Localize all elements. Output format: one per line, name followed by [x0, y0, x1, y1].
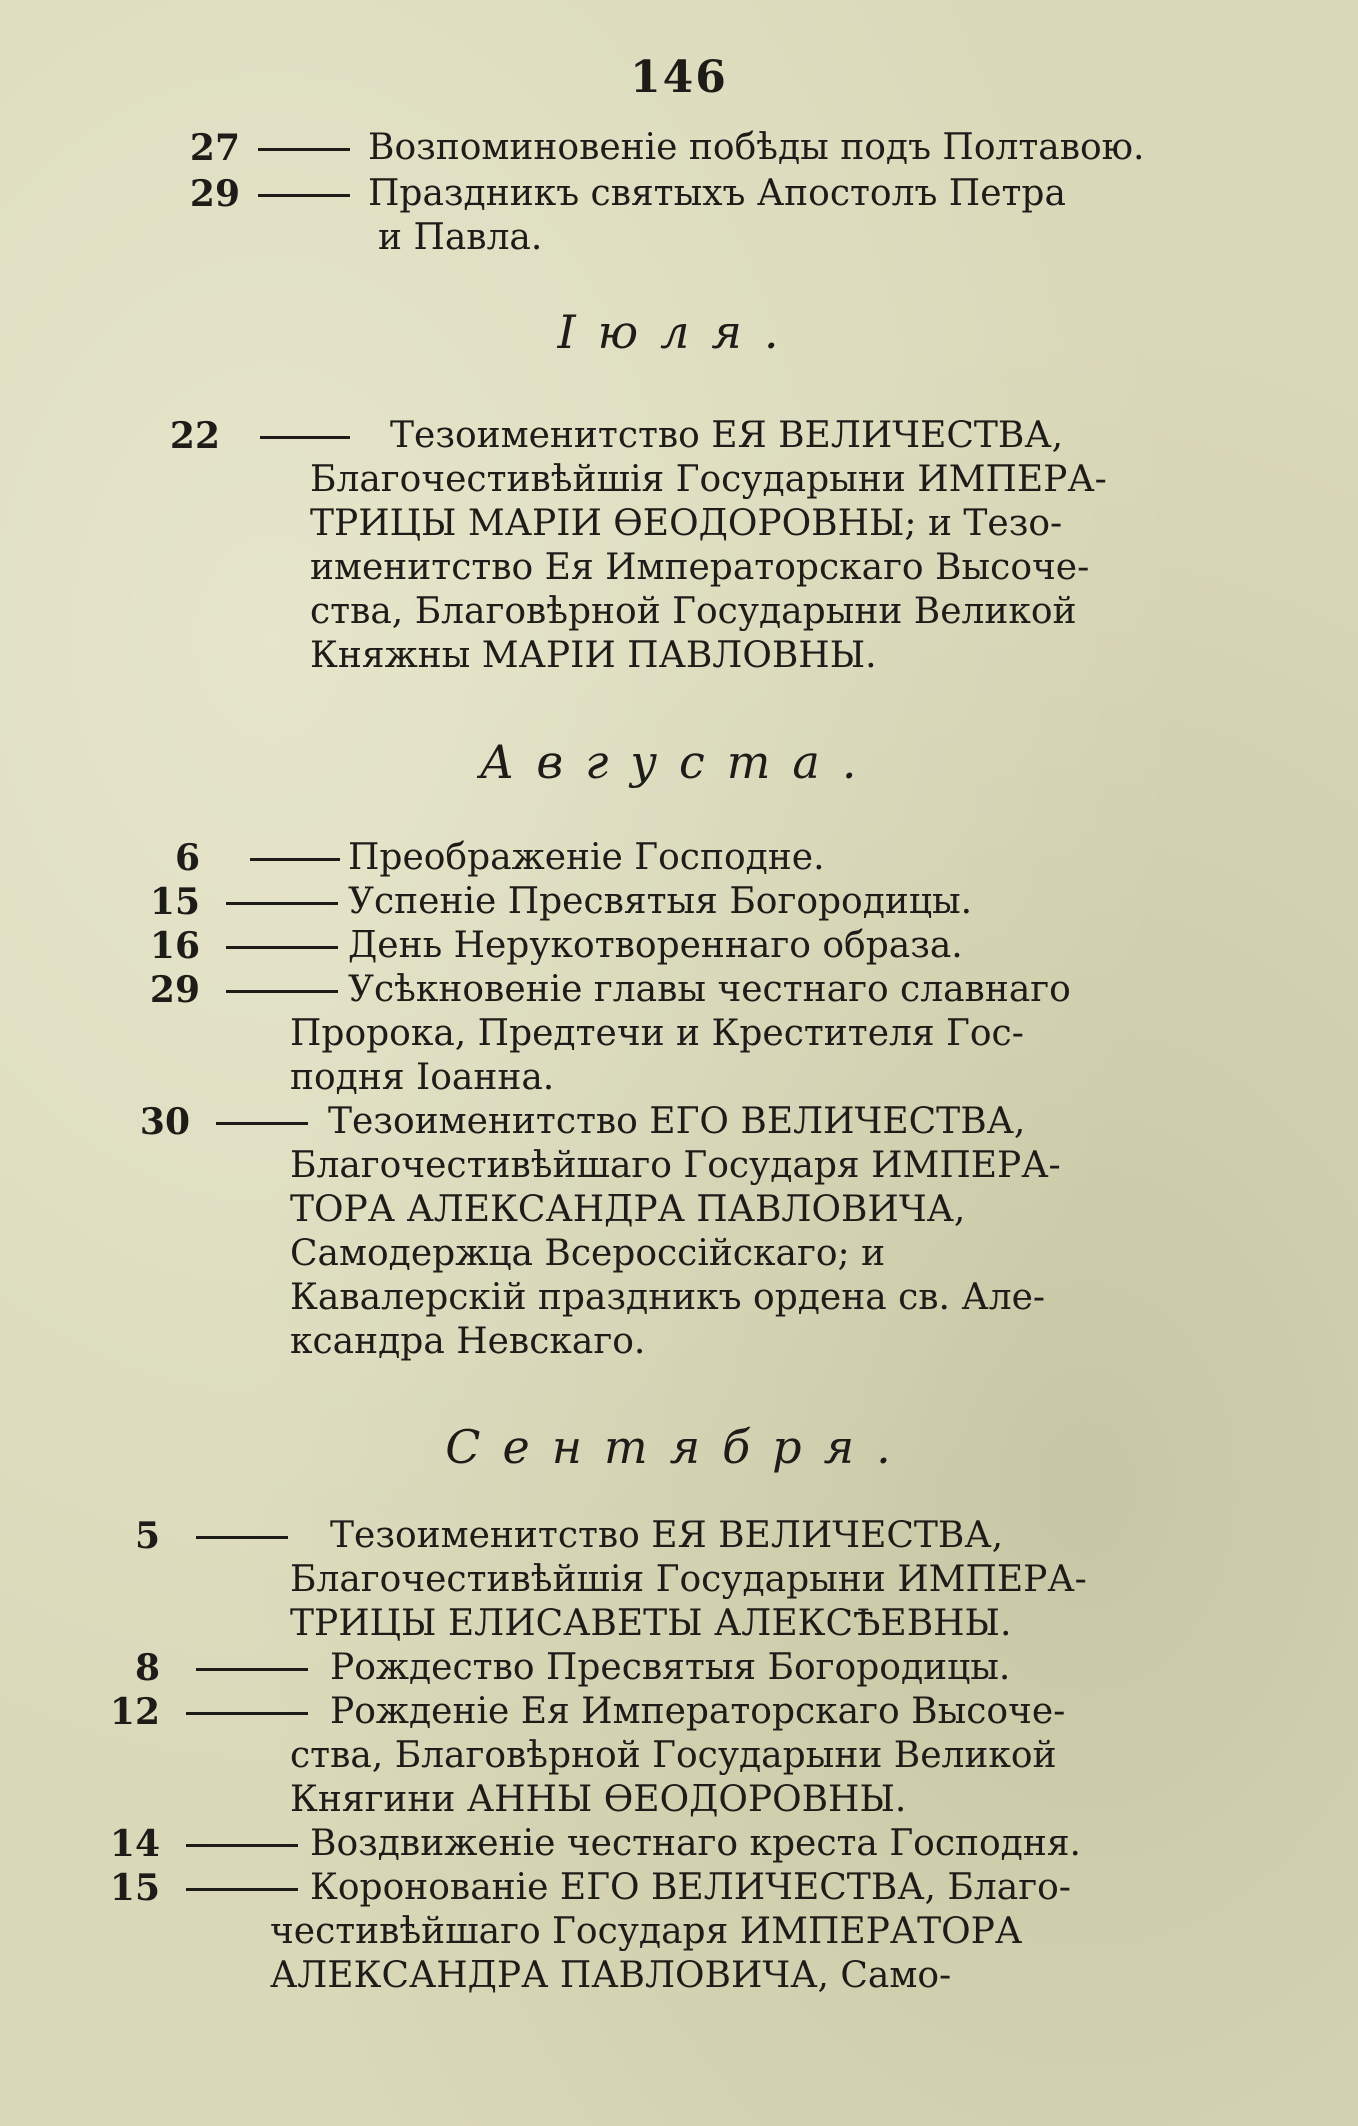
month-heading-july: Іюля.	[557, 305, 801, 359]
entry-september-5	[90, 1514, 1310, 1646]
entry-text: Рожденіе Ея Императорскаго Высоче- ства, Благовѣрной Государыни Великой Княгини АННЫ ѲЕОДОРОВНЫ.	[290, 1691, 1066, 1820]
entry-day: 27	[189, 127, 240, 169]
entry-september-12	[90, 1690, 1310, 1822]
entry-dash	[196, 1668, 308, 1671]
entry-september-15	[90, 1866, 1310, 1998]
entry-july-22	[150, 414, 1310, 678]
entry-text: Преображеніе Господне.	[348, 837, 825, 878]
entry-text: Воздвиженіе честнаго креста Господня.	[310, 1823, 1081, 1864]
entry-june-27	[170, 126, 1310, 170]
entry-day: 12	[109, 1691, 160, 1733]
entry-september-8	[90, 1646, 1310, 1690]
month-heading-august: Августа.	[479, 735, 879, 789]
entry-dash	[250, 858, 340, 861]
entry-day: 16	[149, 925, 200, 967]
entry-day: 15	[149, 881, 200, 923]
entry-dash	[258, 148, 350, 151]
entry-june-29	[170, 172, 1310, 260]
entry-text: День Нерукотвореннаго образа.	[348, 925, 963, 966]
entry-text: Тезоименитство ЕЯ ВЕЛИЧЕСТВА, Благочестивѣйшія Государыни ИМПЕРА- ТРИЦЫ ЕЛИСАВЕТЫ АЛЕКСѢЕВНЫ.	[290, 1515, 1087, 1644]
entry-text: Возпоминовеніе побѣды подъ Полтавою.	[368, 127, 1145, 168]
entry-day: 14	[109, 1823, 160, 1865]
entry-day: 30	[139, 1101, 190, 1143]
entry-dash	[226, 902, 338, 905]
entry-day: 5	[134, 1515, 160, 1557]
entry-text: Тезоименитство ЕЯ ВЕЛИЧЕСТВА, Благочестивѣйшія Государыни ИМПЕРА- ТРИЦЫ МАРІИ ѲЕОДОРОВНЫ; и Тезо- именитство Ея Императорскаго Высоче- ства, Благовѣрной Государыни Великой Княжны МАРІИ ПАВЛОВНЫ.	[310, 415, 1107, 676]
entry-dash	[226, 946, 338, 949]
entry-day: 22	[169, 415, 220, 457]
entry-dash	[186, 1844, 298, 1847]
entry-text: Рождество Пресвятыя Богородицы.	[330, 1647, 1011, 1688]
entry-august-6	[130, 836, 1310, 880]
entry-text: Успеніе Пресвятыя Богородицы.	[348, 881, 973, 922]
entry-august-29	[130, 968, 1310, 1100]
entry-day: 29	[189, 173, 240, 215]
entry-dash	[196, 1536, 288, 1539]
entry-text: Усѣкновеніе главы честнаго славнаго Пророка, Предтечи и Крестителя Гос- подня Іоанна.	[290, 969, 1071, 1098]
entry-text: Коронованіе ЕГО ВЕЛИЧЕСТВА, Благо- честивѣйшаго Государя ИМПЕРАТОРА АЛЕКСАНДРА ПАВЛОВИЧА, Само-	[270, 1867, 1071, 1996]
entry-august-30	[130, 1100, 1310, 1364]
entry-day: 15	[109, 1867, 160, 1909]
entry-text: Тезоименитство ЕГО ВЕЛИЧЕСТВА, Благочестивѣйшаго Государя ИМПЕРА- ТОРА АЛЕКСАНДРА ПАВЛОВИЧА, Самодержца Всероссійскаго; и Кавалерскій праздникъ ордена св. Але- ксандра Невскаго.	[290, 1101, 1061, 1362]
page-number: 146	[630, 52, 728, 103]
entry-august-15	[130, 880, 1310, 924]
entry-day: 8	[134, 1647, 160, 1689]
entry-september-14	[90, 1822, 1310, 1866]
entry-dash	[258, 194, 350, 197]
entry-day: 6	[174, 837, 200, 879]
month-heading-september: Сентября.	[445, 1420, 913, 1474]
entry-day: 29	[149, 969, 200, 1011]
entry-text: Праздникъ святыхъ Апостолъ Петра и Павла.	[368, 173, 1066, 258]
entry-august-16	[130, 924, 1310, 968]
